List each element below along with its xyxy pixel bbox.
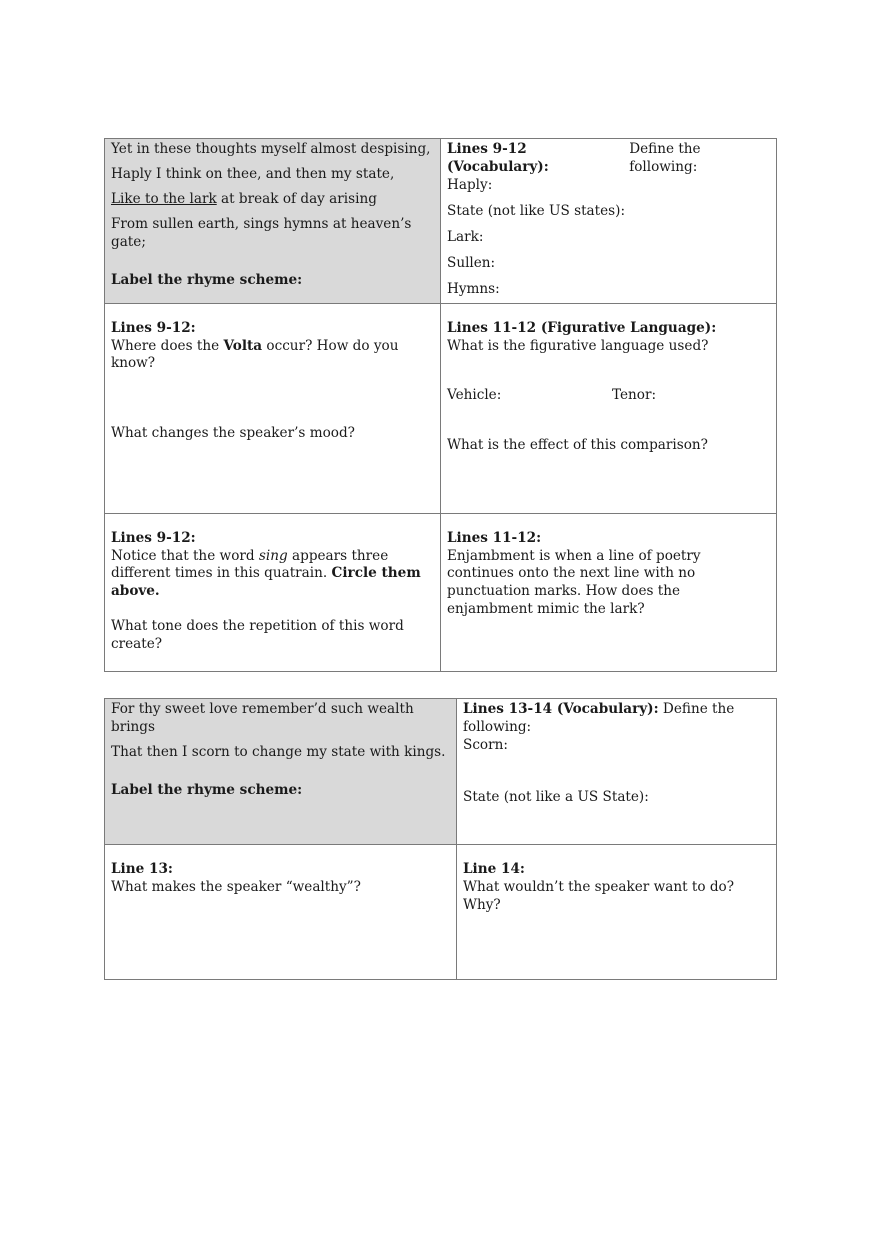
figurative-question: What is the figurative language used? <box>447 337 709 354</box>
figurative-language-cell <box>441 303 777 513</box>
rhyme-scheme-label: Label the rhyme scheme: <box>111 271 303 288</box>
line-14-question: What wouldn’t the speaker want to do? Why? <box>463 878 735 913</box>
effect-question: What is the effect of this comparison? <box>447 437 708 454</box>
underlined-phrase: Like to the lark <box>111 190 217 207</box>
mood-question: What changes the speaker’s mood? <box>111 425 355 442</box>
vocab-term: Sullen: <box>447 254 496 271</box>
rhyme-scheme-label: Label the rhyme scheme: <box>111 781 303 798</box>
volta-cell <box>105 303 441 513</box>
tone-question: What tone does the repetition of this word create? <box>111 618 404 653</box>
cell-heading: Lines 9-12: <box>111 529 196 546</box>
vehicle-tenor-row: Vehicle: Tenor: <box>447 387 657 404</box>
worksheet-table-lines-13-14 <box>104 698 777 980</box>
line-13-question: What makes the speaker “wealthy”? <box>111 878 361 895</box>
couplet-cell <box>105 699 457 845</box>
volta-question: Where does the Volta occur? How do you know? <box>111 337 399 372</box>
poem-line-11: Like to the lark at break of day arising <box>111 190 377 207</box>
poem-line-9: Yet in these thoughts myself almost despising, <box>111 141 431 157</box>
cell-heading: Lines 9-12: <box>111 319 196 336</box>
poem-line-10: Haply I think on thee, and then my state, <box>111 165 395 182</box>
line-14-cell <box>457 845 777 980</box>
line-13-cell <box>105 845 457 980</box>
vocabulary-cell <box>441 139 777 304</box>
cell-heading: Line 13: <box>111 861 173 877</box>
vocab-term: State (not like a US State): <box>463 788 649 805</box>
vocab-term: State (not like US states): <box>447 202 626 219</box>
cell-heading: Lines 11-12 (Figurative Language): <box>447 319 717 336</box>
repetition-cell <box>105 513 441 671</box>
enjambment-text: Enjambment is when a line of poetry continues onto the next line with no punctuation marks. How does the enjambment mimic the lark? <box>447 547 701 618</box>
repetition-instruction: Notice that the word sing appears three different times in this quatrain. Circle them above. <box>111 547 421 600</box>
stanza-cell <box>105 139 441 304</box>
vocab-term: Scorn: <box>463 736 508 753</box>
vocab-term: Hymns: <box>447 280 500 297</box>
vocab-heading: Lines 13-14 (Vocabulary): Define the following: <box>463 701 735 735</box>
poem-line-12: From sullen earth, sings hymns at heaven’s gate; <box>111 215 412 250</box>
vocab-term: Haply: <box>447 176 493 193</box>
vocab-heading: Lines 9-12 (Vocabulary): Define the following: <box>447 141 701 175</box>
poem-line-13: For thy sweet love remember’d such wealth brings <box>111 701 414 735</box>
enjambment-cell <box>441 513 777 671</box>
worksheet-table-lines-9-12 <box>104 138 777 672</box>
cell-heading: Line 14: <box>463 861 525 877</box>
poem-line-14: That then I scorn to change my state with kings. <box>111 743 446 760</box>
vocab-term: Lark: <box>447 228 484 245</box>
vocabulary-cell <box>457 699 777 845</box>
cell-heading: Lines 11-12: <box>447 529 542 546</box>
